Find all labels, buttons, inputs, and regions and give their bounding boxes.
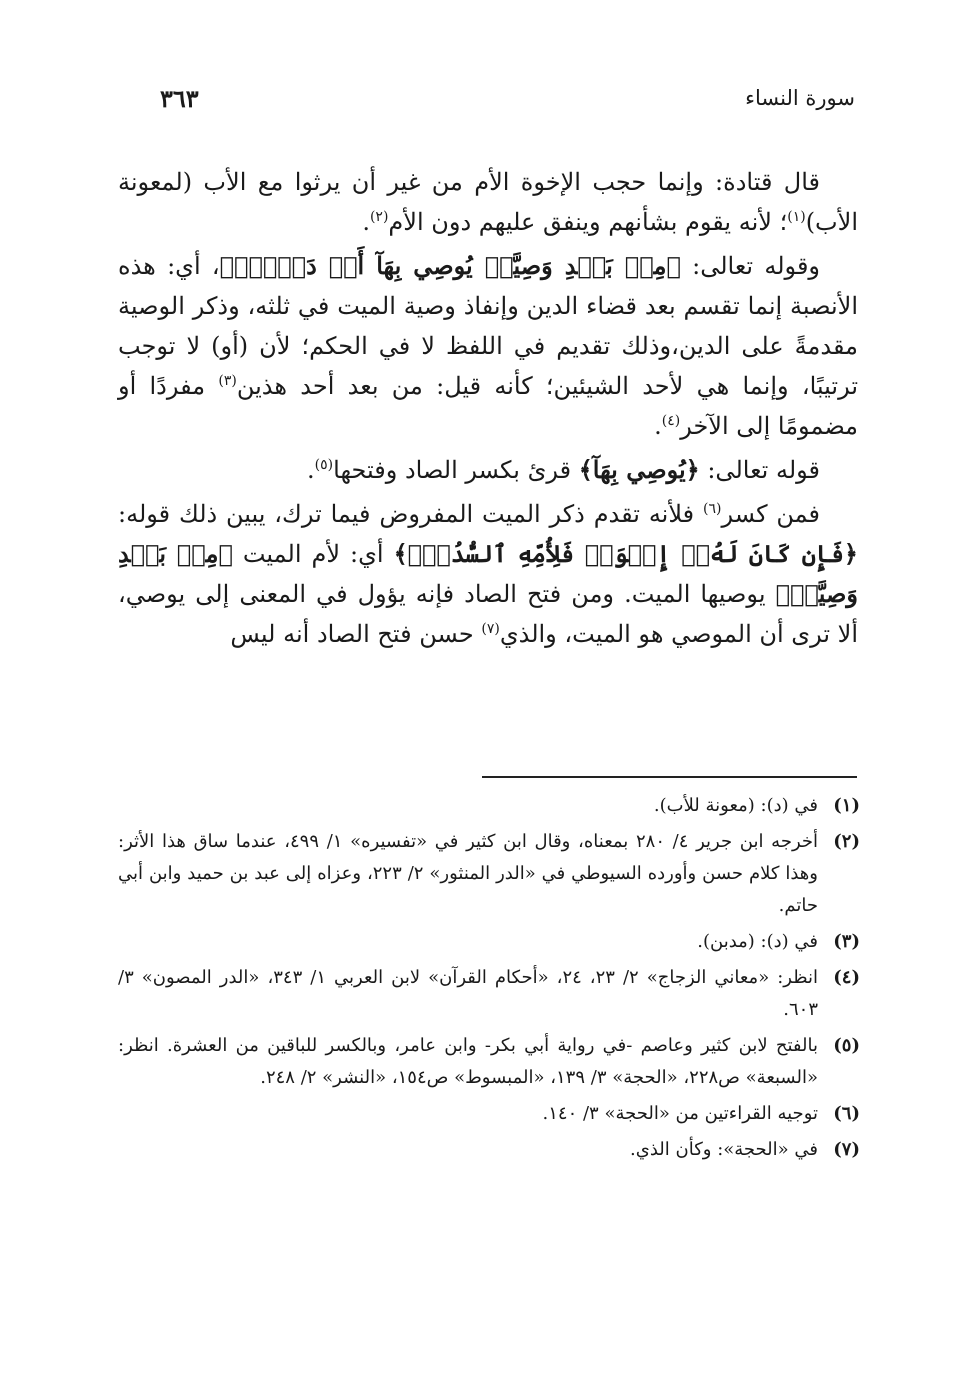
quran-quote: ﴿يُوصِي بِهَآ﴾	[578, 455, 700, 484]
text-run: ؛ لأنه يقوم بشأنهم وينفق عليهم دون الأم	[388, 208, 788, 236]
text-run: يوصيها الميت. ومن فتح الصاد فإنه يؤول في المعنى إلى يوصي، ألا ترى أن الموصي هو الميت، والذي	[118, 580, 858, 648]
footnote-ref[interactable]: (١)	[787, 209, 806, 225]
text-run: قوله تعالى:	[699, 456, 820, 484]
footnote-item	[118, 1030, 860, 1094]
surah-title: سورة النساء	[745, 86, 855, 110]
paragraph-4	[118, 494, 858, 654]
text-run: وقوله تعالى:	[680, 252, 821, 280]
footnote-number: (٤)	[833, 967, 860, 988]
quran-quote: ﴿مِنۢ بَعۡدِ وَصِيَّةٖ﴾	[118, 539, 858, 608]
quran-quote: ﴿فَإِن كَانَ لَهُۥٓ إِخۡوَةٞ فَلِأُمِّهِ ٱلسُّدُسُۚ﴾	[393, 539, 858, 568]
footnote-item	[118, 962, 860, 1026]
text-run: فمن كسر	[721, 500, 821, 528]
footnote-ref[interactable]: (٥)	[314, 457, 334, 473]
text-run: .	[654, 412, 662, 440]
footnote-item	[118, 1134, 860, 1166]
text-run: فلأنه تقدم ذكر الميت المفروض فيما ترك، يبين ذلك قوله:	[118, 500, 703, 528]
footnote-item	[118, 826, 860, 922]
text-run: مفردًا أو مضمومًا إلى الآخر	[118, 372, 858, 440]
text-run: .	[362, 208, 370, 236]
footnote-text: انظر: «معاني الزجاج» ٢/ ٢٣، ٢٤، «أحكام القرآن» لابن العربي ١/ ٣٤٣، «الدر المصون» ٣/ ٦٠٣.	[118, 967, 818, 1020]
text-run: قال قتادة: وإنما حجب الإخوة الأم من غير أن يرثوا مع الأب (لمعونة الأب)	[118, 168, 858, 236]
footnote-text: أخرجه ابن جرير ٤/ ٢٨٠ بمعناه، وقال ابن كثير في «تفسيره» ١/ ٤٩٩، عندما ساق هذا الأثر: وهذا كلام حسن وأورده السيوطي في «الدر المنثور» ٢/ ٢٢٣، وعزاه إلى عبد بن حميد وابن أبي حاتم.	[118, 831, 818, 916]
text-run: أي: لأم الميت	[232, 540, 394, 568]
footnote-item	[118, 926, 860, 958]
footnote-text: في «الحجة»: وكأن الذي.	[630, 1139, 818, 1160]
footnote-ref[interactable]: (٦)	[703, 501, 722, 517]
footnote-text: في (د): (معونة للأب).	[653, 795, 818, 816]
footnote-text: في (د): (مدبن).	[697, 931, 818, 952]
footnotes	[118, 790, 860, 1170]
footnote-text: توجيه القراءتين من «الحجة» ٣/ ١٤٠.	[542, 1103, 818, 1124]
footnote-number: (٣)	[833, 931, 860, 952]
footnote-separator	[482, 776, 857, 778]
text-run: قرئ بكسر الصاد وفتحها	[333, 456, 579, 484]
text-run: حسن فتح الصاد أنه ليس	[230, 620, 482, 648]
footnote-number: (٦)	[833, 1103, 860, 1124]
page-header	[160, 84, 855, 124]
footnote-ref[interactable]: (٢)	[369, 209, 389, 225]
paragraph-2	[118, 246, 858, 446]
footnote-number: (٢)	[833, 831, 860, 852]
footnote-item	[118, 1098, 860, 1130]
footnote-number: (٥)	[833, 1035, 860, 1056]
footnote-ref[interactable]: (٣)	[218, 373, 237, 389]
footnote-item	[118, 790, 860, 822]
text-run: ، أي: هذه الأنصبة إنما تقسم بعد قضاء الدين وإنفاذ وصية الميت في ثلثه، وذكر الوصية مقدمةً على الدين،وذلك تقديم في اللفظ لا في الحكم؛ لأن (أو) لا توجب ترتيبًا، وإنما هي لأحد الشيئين؛ كأنه قيل: من بعد أحد هذين	[118, 252, 859, 400]
footnote-number: (١)	[833, 795, 860, 816]
footnote-ref[interactable]: (٤)	[661, 413, 681, 429]
quran-quote: ﴿مِنۢ بَعۡدِ وَصِيَّةٖ يُوصِي بِهَآ أَوۡ دَيۡنٍۗ﴾	[219, 251, 681, 280]
paragraph-3	[118, 450, 858, 490]
paragraph-1	[118, 162, 858, 242]
page-number: ٣٦٣	[160, 84, 199, 113]
main-text	[118, 162, 858, 654]
footnote-number: (٧)	[833, 1139, 860, 1160]
footnote-text: بالفتح لابن كثير وعاصم -في رواية أبي بكر- وابن عامر، وبالكسر للباقين من العشرة. انظر: «السبعة» ص٢٢٨، «الحجة» ٣/ ١٣٩، «المبسوط» ص١٥٤، «النشر» ٢/ ٢٤٨.	[118, 1035, 818, 1088]
footnote-ref[interactable]: (٧)	[481, 621, 500, 637]
text-run: .	[307, 456, 315, 484]
